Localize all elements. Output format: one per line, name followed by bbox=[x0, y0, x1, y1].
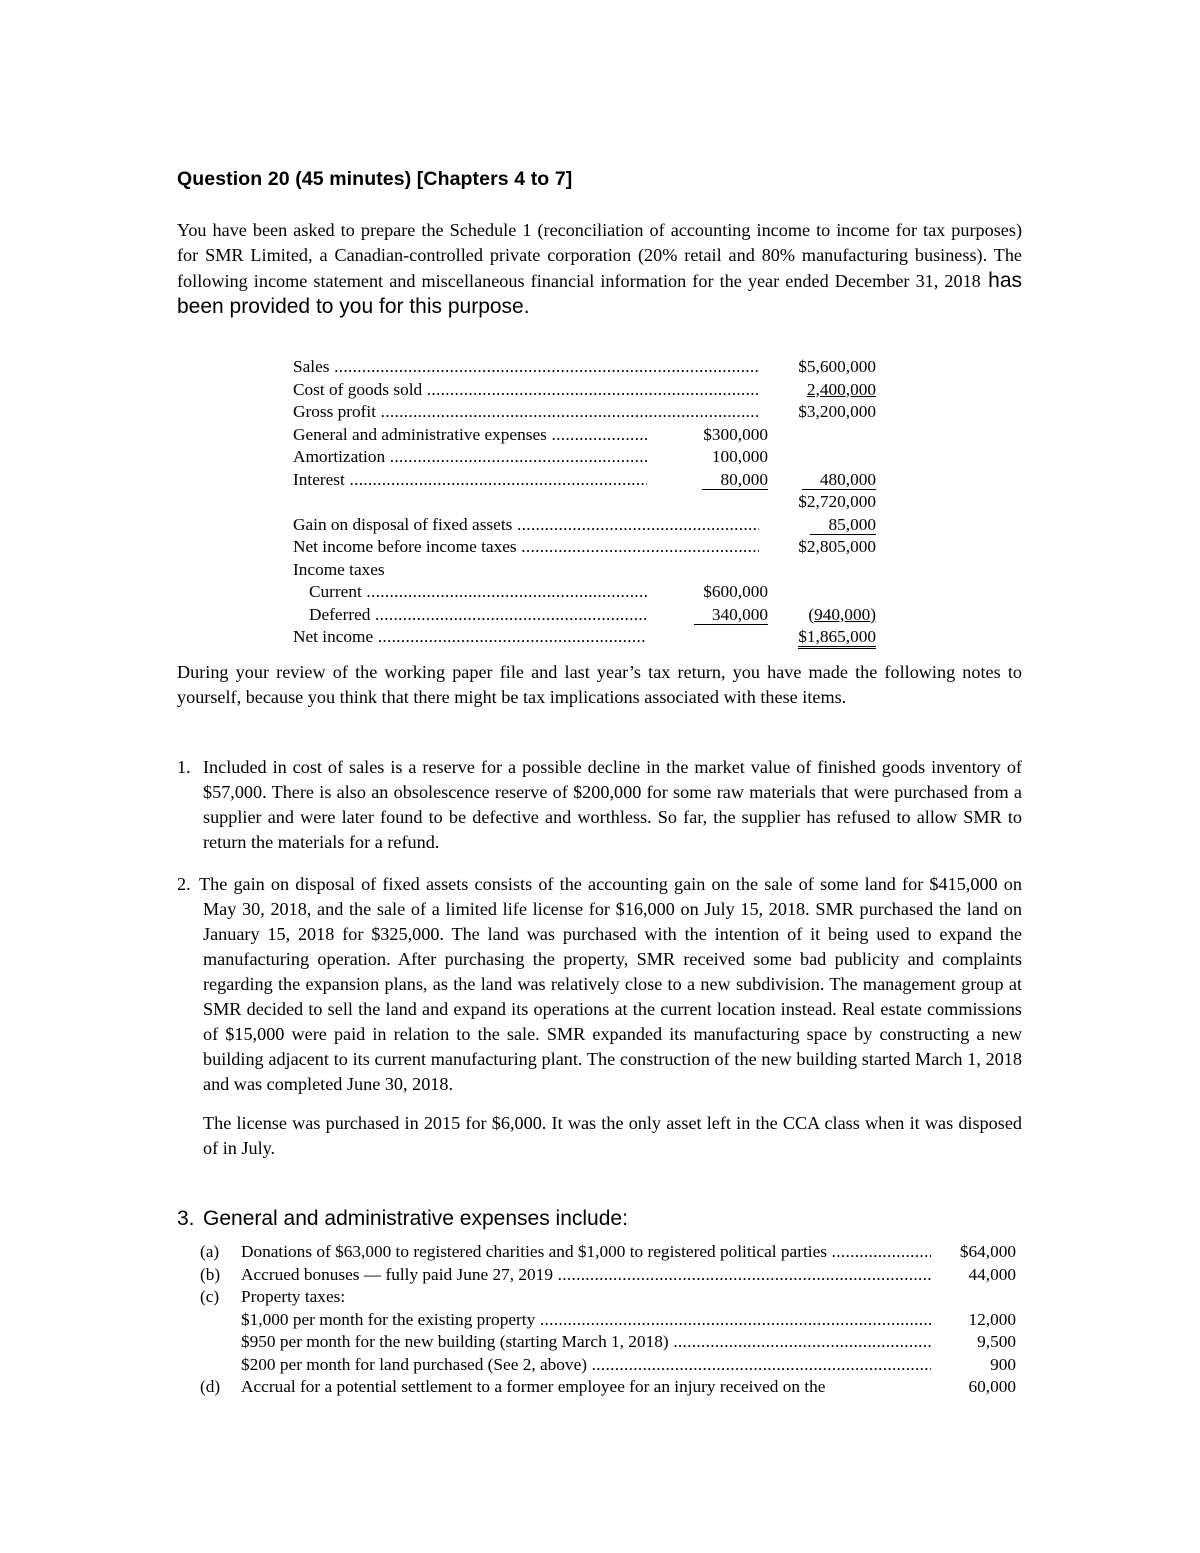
list-text: Included in cost of sales is a reserve for a possible decline in the market value of finished goods inventory of $57,000. There is also an obsolescence reserve of $200,000 for some raw materials that were purchased from a supplier and were later found to be defective and worthless. So far, the supplier has refused to allow SMR to return the materials for a refund. bbox=[203, 757, 1022, 852]
is-label: Sales ..... bbox=[293, 356, 759, 379]
question-title: Question 20 (45 minutes) [Chapters 4 to 7] bbox=[177, 168, 573, 190]
is-label: Gross profit ..... bbox=[293, 401, 759, 424]
is-row-nibt bbox=[293, 536, 893, 559]
row-label: $950 per month for the new building (starting March 1, 2018) ..... bbox=[241, 1331, 931, 1354]
is-amount: 85,000 bbox=[810, 515, 876, 535]
list-item-3 bbox=[177, 1206, 1022, 1231]
is-row-amortization bbox=[293, 446, 893, 469]
row-label: Accrual for a potential settlement to a former employee for an injury received on the bbox=[241, 1377, 826, 1396]
table-row bbox=[177, 1241, 1022, 1264]
row-amount: 900 bbox=[990, 1354, 1016, 1374]
list-item-1 bbox=[177, 755, 1022, 855]
is-row-deferred bbox=[293, 604, 893, 627]
is-amount: 100,000 bbox=[711, 447, 768, 466]
intro-text: You have been asked to prepare the Schedule 1 (reconciliation of accounting income to income for tax purposes) for SMR Limited, a Canadian-controlled private corporation (20% retail and 80% manufacturing business). The following income statement and miscellaneous financial information for the year ended December 31, 2018 bbox=[177, 220, 1022, 291]
is-label: Amortization ..... bbox=[293, 446, 647, 469]
row-label: Accrued bonuses — fully paid June 27, 2019 ..... bbox=[241, 1264, 931, 1287]
row-amount: 44,000 bbox=[968, 1264, 1016, 1284]
intro-text-sans: has been provided to you for this purpose. bbox=[177, 269, 1022, 318]
review-paragraph: During your review of the working paper file and last year’s tax return, you have made the following notes to yourself, because you think that there might be tax implications associated with these items. bbox=[177, 662, 1022, 707]
intro-paragraph bbox=[177, 218, 1022, 320]
ga-expenses-table bbox=[177, 1241, 1022, 1399]
list-number: 1. bbox=[177, 757, 191, 777]
is-amount: 480,000 bbox=[802, 470, 876, 490]
income-statement bbox=[293, 356, 893, 649]
is-label: Deferred ..... bbox=[309, 604, 647, 627]
is-label: Gain on disposal of fixed assets ..... bbox=[293, 514, 759, 537]
is-row-subtotal bbox=[293, 491, 893, 514]
row-label: Property taxes: bbox=[241, 1287, 346, 1306]
row-amount: 60,000 bbox=[968, 1377, 1016, 1396]
row-letter: (b) bbox=[200, 1264, 221, 1284]
table-row bbox=[177, 1376, 1022, 1399]
is-label: Current ..... bbox=[309, 581, 647, 604]
is-amount: $300,000 bbox=[703, 424, 768, 444]
table-row bbox=[177, 1286, 1022, 1309]
is-amount: (940,000) bbox=[808, 604, 876, 624]
table-row bbox=[177, 1309, 1022, 1332]
row-letter: (c) bbox=[200, 1287, 220, 1306]
is-label: Cost of goods sold ..... bbox=[293, 379, 759, 402]
row-label: Donations of $63,000 to registered charities and $1,000 to registered political parties ..... bbox=[241, 1241, 931, 1264]
list-text: The gain on disposal of fixed assets consists of the accounting gain on the sale of some land for $415,000 on May 30, 2018, and the sale of a limited life license for $16,000 on July 15, 2018. SMR purchased the land on January 15, 2018 for $325,000. The land was purchased with the intention of it being used to expand the manufacturing operation. After purchasing the property, SMR received some bad publicity and complaints regarding the expansion plans, as the land was relatively close to a new subdivision. The management group at SMR decided to sell the land and expand its operations at the current location instead. Real estate commissions of $15,000 were paid in relation to the sale. SMR expanded its manufacturing space by constructing a new building adjacent to its current manufacturing plant. The construction of the new building started March 1, 2018 and was completed June 30, 2018. bbox=[199, 874, 1022, 1094]
row-amount: $64,000 bbox=[959, 1242, 1016, 1261]
is-amount: $2,805,000 bbox=[798, 537, 876, 556]
is-amount: $5,600,000 bbox=[798, 357, 876, 376]
is-amount: 2,400,000 bbox=[806, 379, 876, 399]
table-row bbox=[177, 1354, 1022, 1377]
row-letter: (a) bbox=[200, 1242, 220, 1261]
is-amount: $3,200,000 bbox=[798, 402, 876, 421]
is-label: Net income before income taxes ..... bbox=[293, 536, 759, 559]
is-label: General and administrative expenses ..... bbox=[293, 424, 647, 447]
list-text: General and administrative expenses include: bbox=[203, 1207, 628, 1230]
list-item-2 bbox=[177, 872, 1022, 1161]
list-number: 2. bbox=[177, 874, 191, 894]
is-amount: $1,865,000 bbox=[798, 627, 876, 649]
is-row-gain bbox=[293, 514, 893, 537]
row-label: $200 per month for land purchased (See 2, above) ..... bbox=[241, 1354, 931, 1377]
is-row-net-income bbox=[293, 626, 893, 649]
is-row-cogs bbox=[293, 379, 893, 402]
is-amount: 80,000 bbox=[702, 470, 768, 490]
is-row-current bbox=[293, 581, 893, 604]
is-amount: $2,720,000 bbox=[798, 492, 876, 511]
is-label: Interest ..... bbox=[293, 469, 647, 492]
is-row-sales bbox=[293, 356, 893, 379]
is-amount: $600,000 bbox=[703, 582, 768, 601]
is-label: Income taxes bbox=[293, 559, 385, 579]
is-row-ga bbox=[293, 424, 893, 447]
list-text-continued: The license was purchased in 2015 for $6,000. It was the only asset left in the CCA class when it was disposed of in July. bbox=[203, 1113, 1022, 1158]
table-row bbox=[177, 1264, 1022, 1287]
is-row-taxes bbox=[293, 559, 893, 582]
row-letter: (d) bbox=[200, 1377, 221, 1396]
is-row-interest bbox=[293, 469, 893, 492]
is-amount: 340,000 bbox=[694, 605, 768, 625]
list-number: 3. bbox=[177, 1207, 195, 1230]
row-label: $1,000 per month for the existing property ..... bbox=[241, 1309, 931, 1332]
row-amount: 12,000 bbox=[968, 1309, 1016, 1329]
is-label: Net income ..... bbox=[293, 626, 647, 649]
is-row-gross bbox=[293, 401, 893, 424]
row-amount: 9,500 bbox=[977, 1332, 1016, 1351]
table-row bbox=[177, 1331, 1022, 1354]
